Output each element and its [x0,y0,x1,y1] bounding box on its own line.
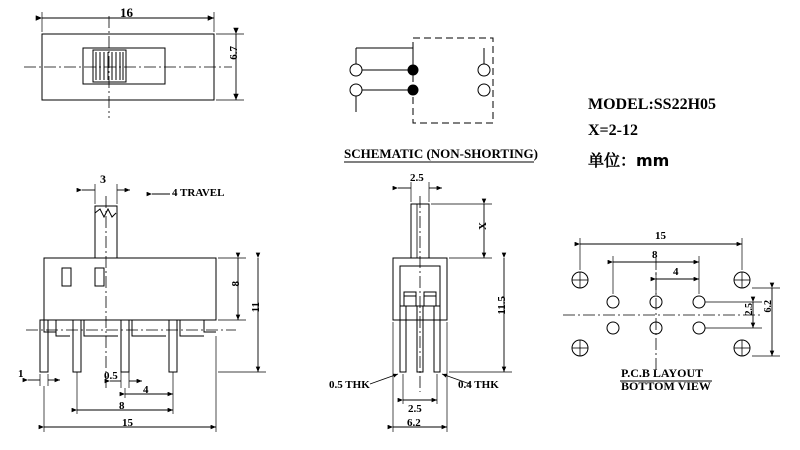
side-total-height-label: 11.5 [496,296,508,315]
front-pitch-small-label: 0.5 [104,370,118,382]
front-body-height-label: 8 [230,281,242,287]
pcb-w4-label: 4 [673,266,679,278]
model-label: MODEL:SS22H05 [588,96,717,113]
side-x-dim-label: X [477,222,489,230]
unit-label: 单位：mm [588,151,670,170]
front-total-width-label: 15 [122,417,133,429]
top-view-group [24,12,244,118]
travel-label: 4 TRAVEL [172,187,225,199]
pcb-w8-label: 8 [652,249,658,261]
schematic-caption: SCHEMATIC (NON-SHORTING) [344,146,538,161]
pcb-w15-label: 15 [655,230,666,242]
front-pitch-8-label: 8 [119,400,125,412]
front-pin-width-label: 1 [18,368,24,380]
side-body-width-label: 6.2 [407,417,421,429]
schematic-group [344,38,534,162]
pcb-h25-label: 2.5 [744,303,755,316]
pcb-h62-label: 6.2 [763,300,774,313]
top-view-height-label: 6.7 [228,46,240,60]
thk-right-label: 0.4 THK [458,379,499,391]
front-pitch-4-label: 4 [143,384,149,396]
side-view-group [370,182,512,432]
thk-left-label: 0.5 THK [329,379,370,391]
pcb-caption-line1: P.C.B LAYOUT [621,366,704,380]
side-top-width-label: 2.5 [410,172,424,184]
front-knob-width-label: 3 [100,172,106,186]
top-view-width-label: 16 [120,5,133,20]
side-pin-pitch-label: 2.5 [408,403,422,415]
pcb-caption-line2: BOTTOM VIEW [621,379,711,393]
x-range-label: X=2-12 [588,122,638,139]
front-total-height-label: 11 [250,302,262,313]
